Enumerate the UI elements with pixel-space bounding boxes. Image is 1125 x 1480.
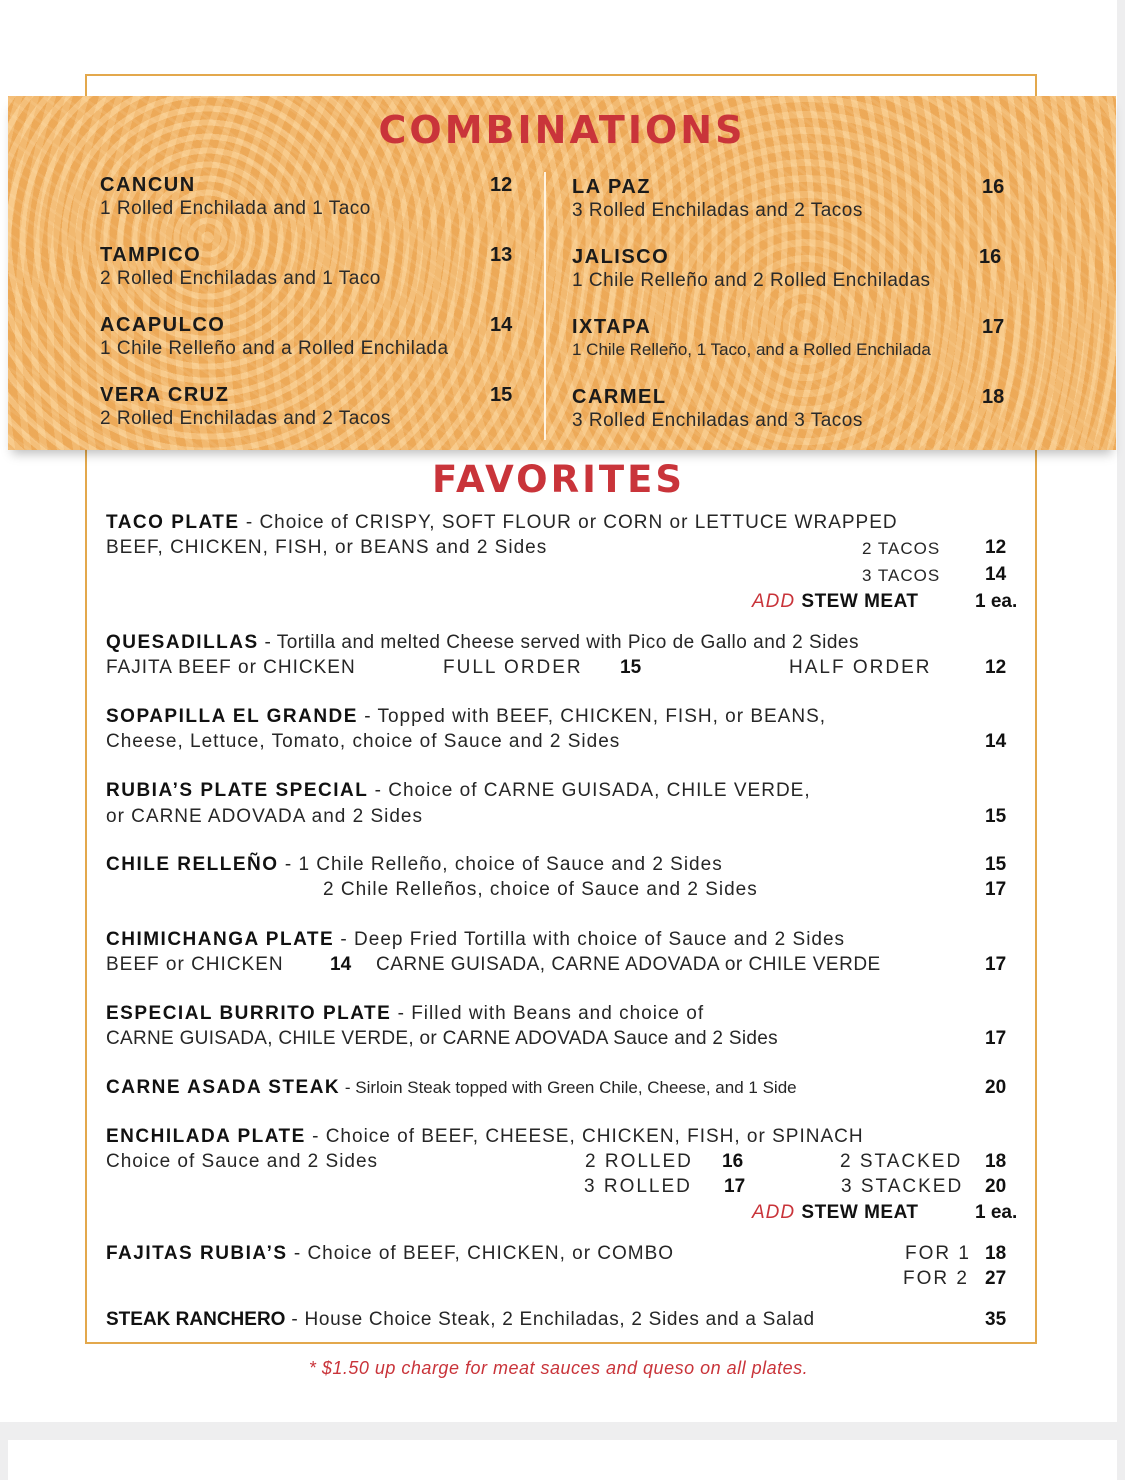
next-page-edge	[8, 1440, 1117, 1480]
item-desc: - 1 Chile Relleño, choice of Sauce and 2 Sides	[278, 854, 723, 875]
column-divider	[544, 172, 546, 440]
combo-name: IXTAPA	[572, 316, 652, 338]
carne-asada-line1	[106, 1076, 797, 1100]
item-desc: - Choice of CRISPY, SOFT FLOUR or CORN or LETTUCE WRAPPED	[239, 512, 898, 533]
item-name: ENCHILADA PLATE	[106, 1126, 306, 1147]
combo-name: CARMEL	[572, 386, 667, 408]
item-desc: - Choice of CARNE GUISADA, CHILE VERDE,	[368, 780, 811, 801]
chile-relleno-line1	[106, 853, 723, 877]
quesadillas-line1	[106, 631, 859, 655]
option-label: 3 ROLLED	[584, 1176, 692, 1197]
option-price: 20	[985, 1176, 1007, 1197]
combo-name: VERA CRUZ	[100, 384, 230, 406]
item-desc: - Choice of BEEF, CHICKEN, or COMBO	[287, 1243, 675, 1264]
combo-price: 18	[982, 386, 1005, 408]
option-price: 12	[985, 537, 1007, 558]
taco-plate-line1	[106, 511, 898, 535]
option-label: 2 STACKED	[840, 1151, 963, 1172]
item-desc: - House Choice Steak, 2 Enchiladas, 2 Sides and a Salad	[285, 1309, 815, 1330]
enchilada-line1	[106, 1125, 864, 1149]
combo-name: JALISCO	[572, 246, 670, 268]
combo-desc: 1 Chile Relleño, 1 Taco, and a Rolled Enchilada	[572, 340, 931, 359]
option-price: 14	[985, 564, 1007, 585]
combo-name: CANCUN	[100, 174, 196, 196]
item-price: 15	[985, 806, 1007, 827]
item-name: QUESADILLAS	[106, 632, 259, 653]
item-desc-line2: 2 Chile Relleños, choice of Sauce and 2 Sides	[323, 879, 758, 900]
item-desc-line2: or CARNE ADOVADA and 2 Sides	[106, 806, 423, 827]
item-price: 20	[985, 1077, 1007, 1098]
footnote: * $1.50 up charge for meat sauces and queso on all plates.	[308, 1358, 809, 1378]
item-name: TACO PLATE	[106, 512, 240, 533]
add-price: 1 ea.	[975, 1202, 1018, 1223]
combo-price: 17	[982, 316, 1005, 338]
fajitas-line1	[106, 1242, 674, 1266]
combo-name: ACAPULCO	[100, 314, 226, 336]
combo-desc: 1 Chile Relleño and 2 Rolled Enchiladas	[572, 270, 931, 291]
option-label: BEEF or CHICKEN	[106, 954, 284, 975]
combo-desc: 1 Chile Relleño and a Rolled Enchilada	[100, 338, 449, 359]
item-desc-line2: BEEF, CHICKEN, FISH, or BEANS and 2 Sides	[106, 537, 548, 558]
item-desc: - Topped with BEEF, CHICKEN, FISH, or BEANS,	[357, 706, 827, 727]
sopapilla-line1	[106, 705, 826, 729]
combo-price: 13	[490, 244, 513, 266]
item-name: RUBIA’S PLATE SPECIAL	[106, 780, 369, 801]
combinations-title: COMBINATIONS	[378, 108, 746, 152]
combo-desc: 2 Rolled Enchiladas and 2 Tacos	[100, 408, 391, 429]
combo-price: 12	[490, 174, 513, 196]
combo-price: 16	[982, 176, 1005, 198]
item-name: FAJITAS RUBIA’S	[106, 1243, 288, 1264]
add-item: STEW MEAT	[801, 1202, 919, 1223]
combo-price: 16	[979, 246, 1002, 268]
combo-desc: 3 Rolled Enchiladas and 3 Tacos	[572, 410, 863, 431]
item-desc: - Filled with Beans and choice of	[391, 1003, 705, 1024]
option-label: 3 STACKED	[841, 1176, 964, 1197]
item-desc: - Deep Fried Tortilla with choice of Sauce and 2 Sides	[334, 929, 846, 950]
item-desc: - Tortilla and melted Cheese served with Pico de Gallo and 2 Sides	[258, 632, 859, 653]
item-desc-line2: CARNE GUISADA, CHILE VERDE, or CARNE ADOVADA Sauce and 2 Sides	[106, 1028, 778, 1049]
item-desc: - Choice of BEEF, CHEESE, CHICKEN, FISH, or SPINACH	[305, 1126, 864, 1147]
full-order-price: 15	[620, 657, 642, 678]
combo-desc: 3 Rolled Enchiladas and 2 Tacos	[572, 200, 863, 221]
item-name: CHILE RELLEÑO	[106, 854, 279, 875]
option-label: CARNE GUISADA, CARNE ADOVADA or CHILE VERDE	[376, 954, 881, 975]
combo-price: 15	[490, 384, 513, 406]
add-stew-meat-line	[752, 1201, 919, 1225]
steak-ranchero-line1	[106, 1308, 815, 1332]
item-price: 17	[985, 879, 1007, 900]
item-price: 35	[985, 1309, 1007, 1330]
half-order-label: HALF ORDER	[789, 657, 932, 678]
rubias-plate-line1	[106, 779, 811, 803]
option-label: 3 TACOS	[862, 566, 941, 585]
item-price: 14	[985, 731, 1007, 752]
add-price: 1 ea.	[975, 591, 1018, 612]
option-price: 27	[985, 1268, 1007, 1289]
option-price: 17	[724, 1176, 746, 1197]
combo-price: 14	[490, 314, 513, 336]
chimichanga-line1	[106, 928, 845, 952]
option-price: 14	[330, 954, 352, 975]
option-label: FOR 1	[905, 1243, 971, 1264]
full-order-label: FULL ORDER	[443, 657, 583, 678]
combo-name: LA PAZ	[572, 176, 651, 198]
combo-name: TAMPICO	[100, 244, 202, 266]
combo-desc: 1 Rolled Enchilada and 1 Taco	[100, 198, 371, 219]
option-price: 16	[722, 1151, 744, 1172]
item-price: 17	[985, 1028, 1007, 1049]
item-desc: - Sirloin Steak topped with Green Chile, Cheese, and 1 Side	[340, 1078, 797, 1097]
burrito-line1	[106, 1002, 704, 1026]
add-stew-meat-line	[752, 590, 919, 614]
option-price: 18	[985, 1151, 1007, 1172]
option-price: 18	[985, 1243, 1007, 1264]
favorites-title: FAVORITES	[431, 458, 685, 501]
option-label: FOR 2	[903, 1268, 969, 1289]
half-order-price: 12	[985, 657, 1007, 678]
item-name: ESPECIAL BURRITO PLATE	[106, 1003, 392, 1024]
add-label: ADD	[752, 1202, 796, 1223]
add-item: STEW MEAT	[801, 591, 919, 612]
add-label: ADD	[752, 591, 796, 612]
item-name: CARNE ASADA STEAK	[106, 1077, 341, 1098]
item-name: SOPAPILLA EL GRANDE	[106, 706, 358, 727]
item-desc-line2: Cheese, Lettuce, Tomato, choice of Sauce and 2 Sides	[106, 731, 621, 752]
item-name: STEAK RANCHERO	[106, 1309, 286, 1330]
option-label: 2 ROLLED	[585, 1151, 693, 1172]
combinations-section	[8, 96, 1116, 450]
combo-desc: 2 Rolled Enchiladas and 1 Taco	[100, 268, 381, 289]
option-label: 2 TACOS	[862, 539, 941, 558]
option-price: 17	[985, 954, 1007, 975]
item-price: 15	[985, 854, 1007, 875]
quesadillas-meat: FAJITA BEEF or CHICKEN	[106, 657, 356, 678]
item-desc-line2: Choice of Sauce and 2 Sides	[106, 1151, 379, 1172]
item-name: CHIMICHANGA PLATE	[106, 929, 335, 950]
